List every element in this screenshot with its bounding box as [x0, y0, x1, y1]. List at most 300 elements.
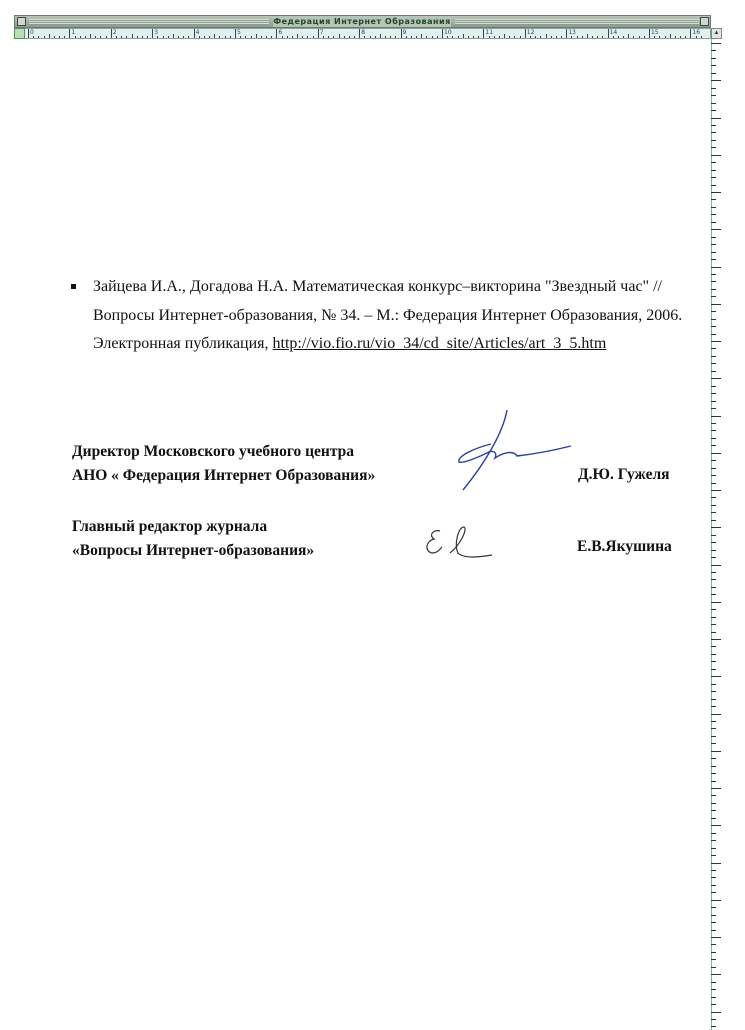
- ruler-tick: [230, 36, 231, 38]
- ruler-tick: [711, 788, 721, 789]
- ruler-tick: [452, 36, 453, 38]
- ruler-tick: [711, 259, 716, 260]
- ruler-tick: [406, 36, 407, 38]
- ruler-tick: [659, 36, 660, 38]
- ruler-tick: [168, 36, 169, 38]
- ruler-tick: [711, 795, 716, 796]
- ruler-tick: [416, 36, 417, 38]
- ruler-tick: [711, 855, 716, 856]
- ruler-tick: [468, 36, 469, 38]
- signatory-position-2: [72, 515, 314, 563]
- ruler-label: 10: [444, 29, 452, 36]
- ruler-tick: [711, 311, 716, 312]
- ruler-tick: [711, 326, 716, 327]
- vertical-ruler[interactable]: [711, 39, 723, 1030]
- ruler-tick: [256, 34, 257, 38]
- ruler-tick: [126, 36, 127, 38]
- ruler-tick: [711, 222, 716, 223]
- ruler-tick: [359, 28, 360, 38]
- ruler-tick: [28, 28, 29, 38]
- ruler-tick: [711, 445, 716, 446]
- ruler-tick: [437, 36, 438, 38]
- ruler-tick: [711, 192, 721, 193]
- ruler-tick: [711, 125, 716, 126]
- ruler-tick: [711, 103, 716, 104]
- ruler-tick: [711, 617, 716, 618]
- ruler-tick: [711, 1012, 721, 1013]
- ruler-tick: [282, 36, 283, 38]
- ruler-tick: [597, 36, 598, 38]
- ruler-tick: [711, 438, 716, 439]
- ruler-tick: [711, 974, 721, 975]
- ruler-tick: [711, 334, 716, 335]
- window-close-button[interactable]: [17, 17, 26, 26]
- ruler-tick: [711, 363, 716, 364]
- ruler-tick: [375, 36, 376, 38]
- ruler-tick: [711, 319, 716, 320]
- ruler-tick: [711, 743, 716, 744]
- ruler-tick: [504, 34, 505, 38]
- ruler-tick: [530, 36, 531, 38]
- ruler-tick: [711, 65, 716, 66]
- window-zoom-button[interactable]: [700, 17, 709, 26]
- ruler-tick: [711, 959, 716, 960]
- ruler-tick: [540, 36, 541, 38]
- ruler-label: 12: [526, 29, 535, 36]
- ruler-tick: [121, 36, 122, 38]
- ruler-tick: [711, 132, 716, 133]
- ruler-tick: [680, 36, 681, 38]
- ruler-tick: [711, 676, 721, 677]
- ruler-tick: [711, 915, 716, 916]
- ruler-tick: [711, 609, 716, 610]
- ruler-tick: [395, 36, 396, 38]
- ruler-tick: [711, 691, 716, 692]
- ruler-tick: [59, 36, 60, 38]
- ruler-tick: [711, 885, 716, 886]
- ruler-tick: [219, 36, 220, 38]
- ruler-tick: [587, 34, 588, 38]
- ruler-tick: [157, 36, 158, 38]
- ruler-tick: [385, 36, 386, 38]
- ruler-tick: [302, 36, 303, 38]
- ruler-tick: [577, 36, 578, 38]
- signatory-name-2: Е.В.Якушина: [577, 538, 672, 555]
- ruler-tick: [571, 36, 572, 38]
- ruler-tick: [69, 28, 70, 38]
- ruler-tick: [183, 36, 184, 38]
- ruler-tick: [711, 632, 716, 633]
- ruler-tick: [711, 170, 716, 171]
- ruler-tick: [711, 758, 716, 759]
- ruler-tick: [514, 36, 515, 38]
- ruler-tick: [711, 378, 721, 379]
- ruler-tick: [696, 36, 697, 38]
- ruler-tick: [276, 28, 277, 38]
- ruler-tick: [432, 36, 433, 38]
- ruler-tick: [297, 34, 298, 38]
- ruler-tick: [711, 237, 716, 238]
- ruler-tick: [106, 36, 107, 38]
- ruler-tick: [711, 699, 716, 700]
- ruler-tick: [209, 36, 210, 38]
- ruler-tick: [711, 58, 716, 59]
- ruler-tick: [199, 36, 200, 38]
- ruler-tick: [292, 36, 293, 38]
- ruler-tick: [561, 36, 562, 38]
- ruler-tick: [711, 646, 716, 647]
- ruler-tick: [711, 348, 716, 349]
- ruler-tick: [711, 907, 716, 908]
- ruler-tick: [711, 527, 721, 528]
- ruler-tick: [364, 36, 365, 38]
- ruler-tick: [711, 1004, 716, 1005]
- ruler-tick: [225, 36, 226, 38]
- ruler-tick: [75, 36, 76, 38]
- ruler-tick: [147, 36, 148, 38]
- ruler-tick: [142, 36, 143, 38]
- ruler-tick: [349, 36, 350, 38]
- ruler-tick: [711, 483, 716, 484]
- ruler-tick: [711, 766, 716, 767]
- ruler-tick: [711, 140, 716, 141]
- ruler-tick: [116, 36, 117, 38]
- ruler-tick: [685, 36, 686, 38]
- ruler-tick: [711, 557, 716, 558]
- ruler-tick: [711, 423, 716, 424]
- ruler-tick: [64, 36, 65, 38]
- ruler-tick: [473, 36, 474, 38]
- ruler-tick: [163, 36, 164, 38]
- ruler-tick: [711, 870, 716, 871]
- ruler-tick: [711, 468, 716, 469]
- ruler-tick: [463, 34, 464, 38]
- ruler-label: 2: [112, 29, 117, 36]
- ruler-tick: [711, 118, 721, 119]
- ruler-tick: [649, 28, 650, 38]
- ruler-label: 8: [361, 29, 366, 36]
- ruler-tick: [711, 512, 716, 513]
- ruler-tick: [38, 36, 39, 38]
- ruler-tick: [535, 36, 536, 38]
- ruler-tick: [711, 199, 716, 200]
- ruler-tick: [711, 244, 716, 245]
- ruler-tick: [261, 36, 262, 38]
- ruler-tick: [711, 803, 716, 804]
- signatory-name-1: Д.Ю. Гужеля: [578, 466, 670, 483]
- ruler-tick: [137, 36, 138, 38]
- ruler-tick: [711, 654, 716, 655]
- ruler-tick: [442, 28, 443, 38]
- ruler-tick: [711, 505, 716, 506]
- ruler-tick: [499, 36, 500, 38]
- ruler-tick: [711, 453, 721, 454]
- ruler-tick: [100, 36, 101, 38]
- ruler-tick: [85, 36, 86, 38]
- ruler-tick: [551, 36, 552, 38]
- ruler-tick: [711, 207, 716, 208]
- ruler-tick: [711, 393, 716, 394]
- ruler-label: 3: [154, 29, 159, 36]
- ruler-label: 11: [485, 29, 494, 36]
- ruler-tick: [711, 840, 716, 841]
- ruler-label: 0: [30, 29, 34, 36]
- ruler-label: 15: [651, 29, 659, 36]
- ruler-tick: [266, 36, 267, 38]
- ruler-tick: [711, 281, 716, 282]
- ruler-tick: [132, 34, 133, 38]
- ruler-tick: [711, 356, 716, 357]
- ruler-tick: [701, 36, 702, 38]
- ruler-tick: [711, 684, 716, 685]
- ruler-tick: [711, 147, 716, 148]
- ruler-tick: [711, 863, 721, 864]
- ruler-label: 5: [237, 29, 241, 36]
- ruler-tick: [711, 214, 716, 215]
- ruler-tick: [711, 304, 721, 305]
- ruler-tick: [711, 252, 716, 253]
- ruler-tick: [711, 50, 716, 51]
- ruler-tick: [623, 36, 624, 38]
- ruler-tick: [111, 28, 112, 38]
- handwritten-signature-2: [420, 525, 510, 565]
- ruler-tick: [95, 36, 96, 38]
- ruler-tick: [711, 95, 716, 96]
- ruler-tick: [401, 28, 402, 38]
- ruler-tick: [711, 952, 716, 953]
- ruler-tick: [711, 639, 721, 640]
- ruler-tick: [44, 36, 45, 38]
- ruler-tick: [711, 579, 716, 580]
- ruler-tick: [711, 900, 721, 901]
- ruler-tick: [711, 714, 721, 715]
- ruler-tick: [711, 1026, 716, 1027]
- ruler-tick: [711, 728, 716, 729]
- ruler-tick: [411, 36, 412, 38]
- ruler-tick: [178, 36, 179, 38]
- ruler-tick: [711, 661, 716, 662]
- ruler-tick: [426, 36, 427, 38]
- ruler-tick: [711, 497, 716, 498]
- ruler-label: 16: [692, 29, 701, 36]
- ruler-label: 9: [402, 29, 407, 36]
- ruler-tick: [711, 177, 716, 178]
- ruler-tick: [711, 408, 716, 409]
- ruler-tick: [711, 818, 716, 819]
- ruler-tick: [711, 371, 716, 372]
- ruler-tick: [49, 34, 50, 38]
- handwritten-signature-1: [455, 408, 575, 493]
- ruler-tick: [520, 36, 521, 38]
- ruler-tick: [711, 80, 721, 81]
- ruler-tick: [711, 736, 716, 737]
- ruler-tick: [421, 34, 422, 38]
- position-line: АНО « Федерация Интернет Образования»: [72, 467, 376, 484]
- ruler-tick: [240, 36, 241, 38]
- ruler-tick: [478, 36, 479, 38]
- ruler-tick: [556, 36, 557, 38]
- ruler-tick: [711, 892, 716, 893]
- ruler-label: 14: [609, 29, 618, 36]
- ruler-tick: [711, 341, 721, 342]
- ruler-label: 7: [319, 29, 324, 36]
- ruler-tick: [313, 36, 314, 38]
- ruler-tick: [711, 88, 716, 89]
- ruler-tick: [711, 460, 716, 461]
- ruler-tick: [711, 43, 721, 44]
- ruler-tick: [644, 36, 645, 38]
- ruler-tick: [546, 34, 547, 38]
- ruler-tick: [711, 185, 716, 186]
- ruler-tick: [245, 36, 246, 38]
- ruler-tick: [711, 296, 716, 297]
- ruler-tick: [711, 110, 716, 111]
- list-bullet: [71, 284, 76, 289]
- ruler-tick: [690, 28, 691, 38]
- ruler-tick: [333, 36, 334, 38]
- ruler-tick: [665, 36, 666, 38]
- ruler-tick: [711, 751, 721, 752]
- ruler-tick: [711, 572, 716, 573]
- ruler-tick: [711, 565, 721, 566]
- ruler-tick: [711, 475, 716, 476]
- ruler-tick: [711, 1019, 716, 1020]
- reference-entry: [93, 273, 708, 359]
- horizontal-ruler[interactable]: [14, 28, 711, 39]
- ruler-tick: [711, 773, 716, 774]
- ruler-tick: [711, 781, 716, 782]
- ruler-tick: [566, 28, 567, 38]
- ruler-corner: [14, 28, 25, 39]
- ruler-tick: [628, 34, 629, 38]
- ruler-tick: [711, 587, 716, 588]
- ruler-tick: [711, 416, 721, 417]
- ruler-tick: [307, 36, 308, 38]
- ruler-tick: [711, 289, 716, 290]
- ruler-tick: [711, 833, 716, 834]
- ruler-tick: [509, 36, 510, 38]
- ruler-tick: [328, 36, 329, 38]
- ruler-tick: [323, 36, 324, 38]
- ruler-tick: [711, 535, 716, 536]
- window-title: Федерация Интернет Образования: [273, 17, 451, 26]
- ruler-tick: [489, 36, 490, 38]
- ruler-tick: [152, 28, 153, 38]
- ruler-tick: [582, 36, 583, 38]
- ruler-tick: [602, 36, 603, 38]
- ruler-tick: [711, 550, 716, 551]
- ruler-tick: [318, 28, 319, 38]
- ruler-tick: [711, 401, 716, 402]
- ruler-tick: [271, 36, 272, 38]
- ruler-tick: [711, 848, 716, 849]
- ruler-tick: [344, 36, 345, 38]
- ruler-tick: [188, 36, 189, 38]
- reference-link[interactable]: http://vio.fio.ru/vio_34/cd_site/Articles/art_3_5.htm: [272, 335, 607, 352]
- ruler-tick: [711, 937, 721, 938]
- ruler-tick: [711, 825, 721, 826]
- position-line: Директор Московского учебного центра: [72, 443, 355, 460]
- ruler-tick: [33, 36, 34, 38]
- ruler-tick: [711, 721, 716, 722]
- ruler-tick: [711, 624, 716, 625]
- ruler-tick: [654, 36, 655, 38]
- window-title-bar: [14, 15, 711, 28]
- ruler-tick: [711, 73, 716, 74]
- ruler-tick: [711, 944, 716, 945]
- ruler-tick: [633, 36, 634, 38]
- position-line: «Вопросы Интернет-образования»: [72, 542, 315, 559]
- ruler-tick: [214, 34, 215, 38]
- ruler-label: 4: [195, 29, 200, 36]
- ruler-tick: [194, 28, 195, 38]
- ruler-tick: [204, 36, 205, 38]
- ruler-tick: [90, 34, 91, 38]
- ruler-tick: [670, 34, 671, 38]
- ruler-tick: [711, 669, 716, 670]
- ruler-tick: [711, 877, 716, 878]
- scroll-up-arrow-icon[interactable]: ▲: [711, 28, 722, 39]
- title-bar-stripes: [29, 19, 269, 25]
- ruler-tick: [447, 36, 448, 38]
- ruler-tick: [711, 922, 716, 923]
- ruler-tick: [711, 967, 716, 968]
- ruler-tick: [711, 706, 716, 707]
- ruler-tick: [639, 36, 640, 38]
- ruler-tick: [525, 28, 526, 38]
- ruler-tick: [483, 28, 484, 38]
- ruler-tick: [711, 155, 721, 156]
- ruler-tick: [675, 36, 676, 38]
- ruler-tick: [592, 36, 593, 38]
- ruler-tick: [235, 28, 236, 38]
- ruler-tick: [711, 542, 716, 543]
- ruler-tick: [711, 274, 716, 275]
- signatory-position-1: [72, 440, 375, 488]
- ruler-tick: [251, 36, 252, 38]
- ruler-tick: [370, 36, 371, 38]
- ruler-label: 13: [568, 29, 576, 36]
- ruler-tick: [711, 229, 721, 230]
- ruler-tick: [711, 982, 716, 983]
- ruler-tick: [173, 34, 174, 38]
- ruler-tick: [711, 594, 716, 595]
- ruler-tick: [711, 386, 716, 387]
- reference-text: Зайцева И.А., Догадова Н.А. Математическая конкурс–викторина "Звездный час" //Вопросы Интернет-образования, № 34. – М.: Федерация Интернет Образования, 2006. Электронная публикация,: [93, 278, 683, 352]
- ruler-tick: [711, 162, 716, 163]
- ruler-tick: [711, 490, 721, 491]
- ruler-tick: [390, 36, 391, 38]
- ruler-tick: [354, 36, 355, 38]
- ruler-tick: [80, 36, 81, 38]
- ruler-label: 6: [278, 29, 283, 36]
- ruler-tick: [711, 810, 716, 811]
- ruler-tick: [54, 36, 55, 38]
- title-bar-stripes: [455, 19, 699, 25]
- ruler-tick: [711, 267, 721, 268]
- ruler-tick: [287, 36, 288, 38]
- ruler-tick: [711, 520, 716, 521]
- ruler-tick: [618, 36, 619, 38]
- ruler-tick: [711, 989, 716, 990]
- ruler-tick: [458, 36, 459, 38]
- ruler-label: 1: [71, 29, 76, 36]
- ruler-tick: [613, 36, 614, 38]
- ruler-tick: [380, 34, 381, 38]
- ruler-tick: [711, 602, 721, 603]
- position-line: Главный редактор журнала: [72, 518, 268, 535]
- ruler-tick: [608, 28, 609, 38]
